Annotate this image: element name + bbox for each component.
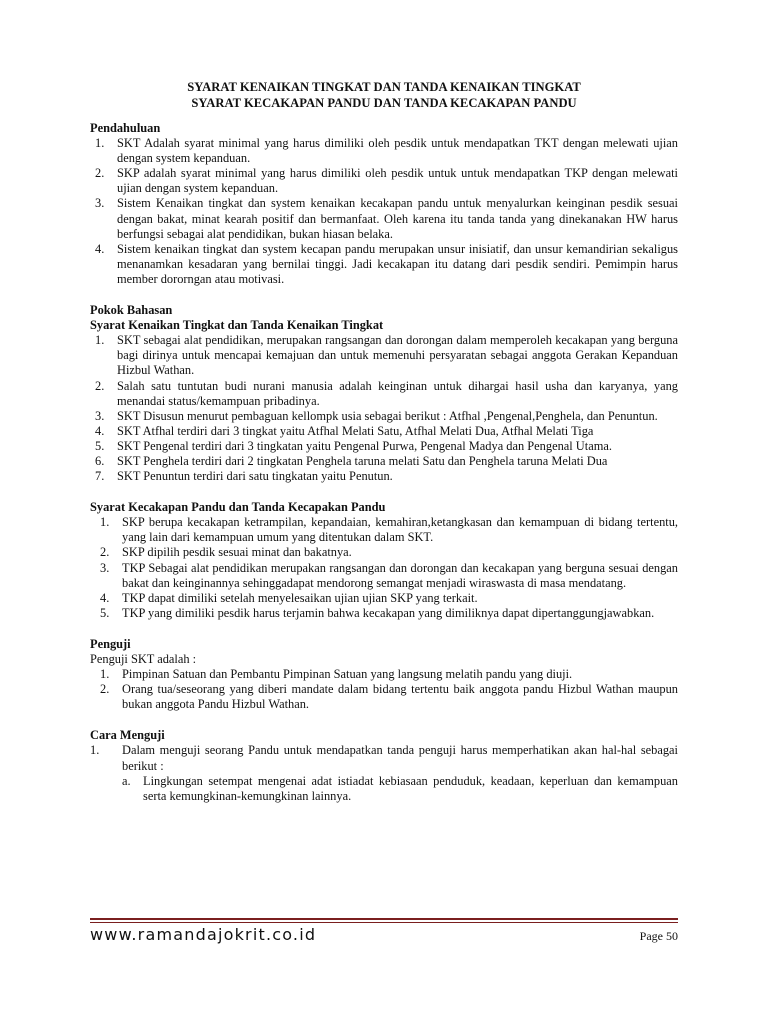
penguji-list	[90, 667, 678, 712]
pokok-list	[90, 333, 678, 484]
list-item: 5. TKP yang dimiliki pesdik harus terjamin bahwa kecakapan yang dimiliknya dapat dipertanggungjawabkan.	[100, 605, 655, 620]
section-heading-cara-menguji: Cara Menguji	[90, 728, 165, 743]
list-item: 2. SKP dipilih pesdik sesuai minat dan bakatnya.	[100, 545, 352, 560]
list-item: 1. SKT Adalah syarat minimal yang harus dimiliki oleh pesdik untuk mendapatkan TKT dengan melewati ujian dengan system kepanduan.	[95, 136, 678, 166]
list-item: 2. Salah satu tuntutan budi nurani manusia adalah keinginan untuk dihargai hasil usha dan karyanya, yang menandai status/kemampuan pribadinya.	[95, 378, 678, 408]
section-heading-penguji: Penguji	[90, 636, 131, 651]
list-item: 3. TKP Sebagai alat pendidikan merupakan rangsangan dan dorongan dan kecakapan yang berguna sesuai dengan bakat dan keinginannya sehinggadapat mendorong semangat menjadi wiraswasta di masa mendatang.	[100, 560, 678, 590]
penguji-intro: Penguji SKT adalah :	[90, 652, 197, 666]
section-heading-pendahuluan: Pendahuluan	[90, 121, 161, 135]
footer-rule-thin	[90, 922, 678, 923]
section-heading-kecakapan: Syarat Kecakapan Pandu dan Tanda Kecapakan Pandu	[90, 500, 386, 515]
cara-sublist	[122, 774, 678, 804]
page-number: Page 50	[639, 929, 678, 943]
sub-list-item: a. Lingkungan setempat mengenai adat istiadat kebiasaan penduduk, keadaan, keperluan dan kemampuan serta kemungkinan-kemungkinan lainnya.	[122, 773, 678, 803]
list-item: 1. Dalam menguji seorang Pandu untuk mendapatkan tanda penguji harus memperhatikan akan hal-hal sebagai berikut : a. Lingkungan setempat mengenai adat istiadat kebiasaan penduduk, keadaan, keperluan dan kemampuan serta kemungkinan-kemungkinan lainnya.	[90, 743, 678, 803]
kecakapan-list	[90, 515, 678, 621]
title-line-1: SYARAT KENAIKAN TINGKAT DAN TANDA KENAIKAN TINGKAT	[187, 80, 581, 94]
document-title	[90, 80, 678, 111]
list-item: 3. Sistem Kenaikan tingkat dan system kenaikan kecakapan pandu untuk menyalurkan keinginan pesdik sesuai dengan bakat, minat kearah positif dan bermanfaat. Oleh karena itu tanda tanda yang dinekanakan HW harus berfungsi sebagai alat pendidikan, bukan hiasan belaka.	[95, 196, 678, 241]
list-item: 4. Sistem kenaikan tingkat dan system kecapan pandu merupakan unsur inisiatif, dan unsur kemandirian sekaligus menanamkan kesadaran yang bernilai tinggi. Jadi kecakapan itu datang dari pesdik sendiri. Pemimpin harus member dororngan atau motivasi.	[95, 241, 678, 286]
footer-rule	[90, 918, 678, 920]
section-heading-pokok-bahasan: Pokok Bahasan	[90, 303, 173, 318]
list-item: 7. SKT Penuntun terdiri dari satu tingkatan yaitu Penutun.	[95, 469, 393, 484]
list-item: 3. SKT Disusun menurut pembaguan kellompk usia sebagai berikut : Atfhal ,Pengenal,Penghela, dan Penuntun.	[95, 408, 658, 423]
list-item: 6. SKT Penghela terdiri dari 2 tingkatan Penghela taruna melati Satu dan Penghela taruna Melati Dua	[95, 453, 608, 468]
list-item: 1. Pimpinan Satuan dan Pembantu Pimpinan Satuan yang langsung melatih pandu yang diuji.	[100, 667, 573, 682]
list-item: 1. SKT sebagai alat pendidikan, merupakan rangsangan dan dorongan dalam memperoleh kecakapan yang berguna bagi dirinya untuk mencapai kemajuan dan untuk memenuhi persyaratan sebagai anggota Gerakan Kepanduan Hizbul Wathan.	[95, 333, 678, 378]
footer-website: www.ramandajokrit.co.id	[90, 925, 317, 944]
list-item: 2. Orang tua/seseorang yang diberi mandate dalam bidang tertentu baik anggota pandu Hizbul Wathan maupun bukan anggota Pandu Hizbul Wathan.	[100, 682, 678, 712]
list-item: 5. SKT Pengenal terdiri dari 3 tingkatan yaitu Pengenal Purwa, Pengenal Madya dan Pengenal Utama.	[95, 438, 612, 453]
list-item: 4. SKT Atfhal terdiri dari 3 tingkat yaitu Atfhal Melati Satu, Atfhal Melati Dua, Atfhal Melati Tiga	[95, 423, 594, 438]
subheading-skt: Syarat Kenaikan Tingkat dan Tanda Kenaikan Tingkat	[90, 318, 384, 333]
list-item: 4. TKP dapat dimiliki setelah menyelesaikan ujian ujian SKP yang terkait.	[100, 590, 478, 605]
list-item: 2. SKP adalah syarat minimal yang harus dimiliki oleh pesdik untuk untuk mendapatkan TKP dengan melewati ujian dengan system kepanduan.	[95, 166, 678, 196]
document-page	[90, 80, 678, 804]
title-line-2: SYARAT KECAKAPAN PANDU DAN TANDA KECAKAPAN PANDU	[191, 95, 577, 110]
cara-list	[90, 743, 678, 803]
list-item: 1. SKP berupa kecakapan ketrampilan, kepandaian, kemahiran,ketangkasan dan kemampuan di bidang tertentu, yang lain dari kemampuan umum yang ditentukan dalam SKT.	[100, 515, 678, 545]
pendahuluan-list	[90, 136, 678, 287]
